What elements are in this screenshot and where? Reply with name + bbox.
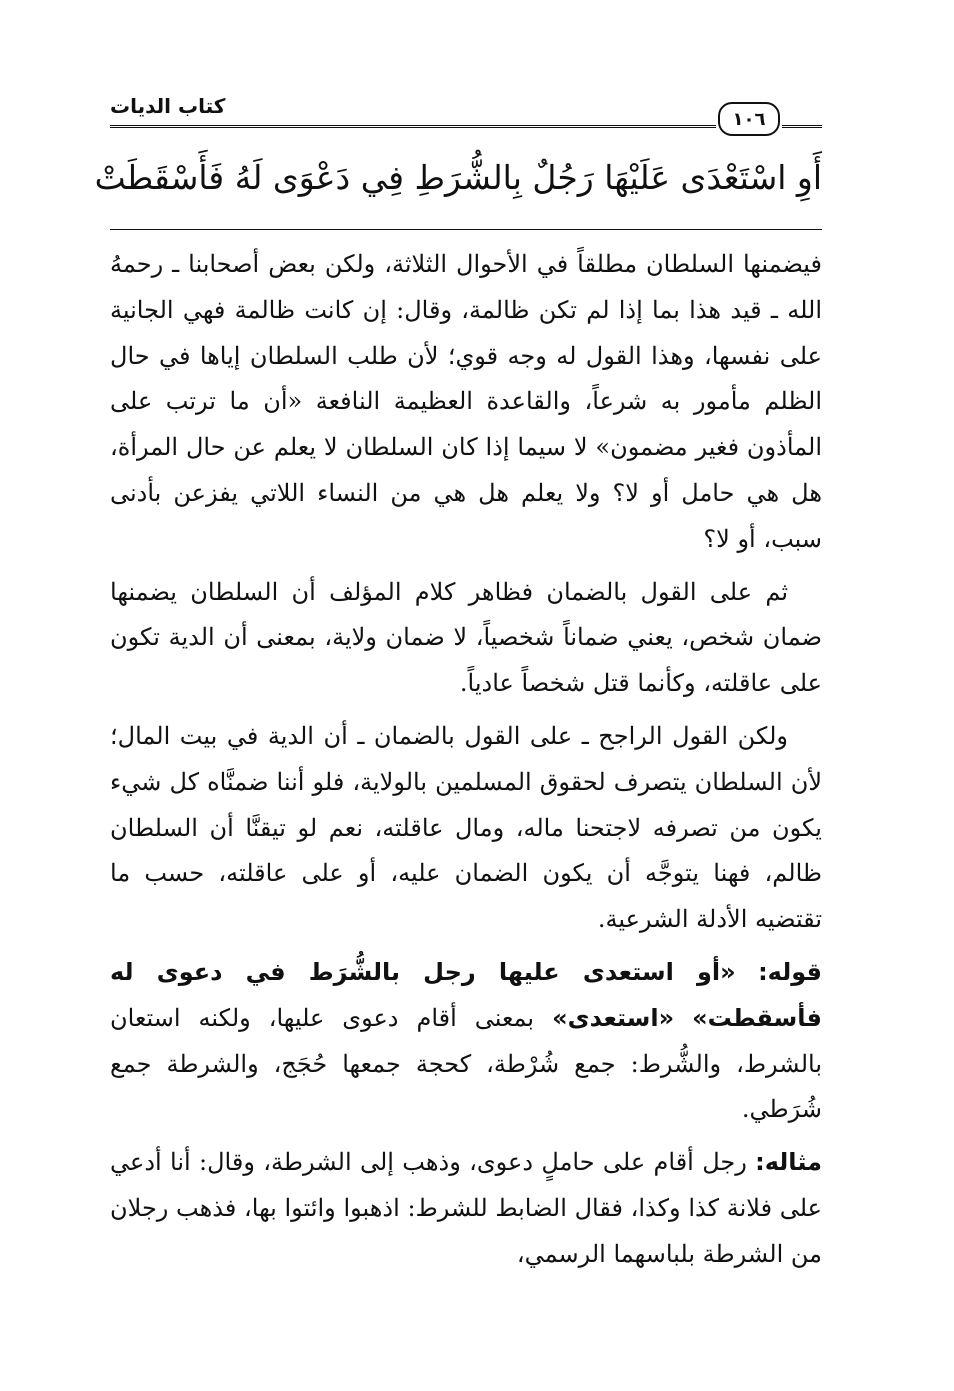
paragraph-label: مثاله: [755, 1148, 822, 1177]
paragraph-text: فيضمنها السلطان مطلقاً في الأحوال الثلاثة، ولكن بعض أصحابنا ـ رحمهُ الله ـ قيد هذا بما إذا لم تكن ظالمة، وقال: إن كانت ظالمة فهي الجانية على نفسها، وهذا القول له وجه قوي؛ لأن طلب السلطان إياها في حال الظلم مأمور به شرعاً، والقاعدة العظيمة النافعة «أن ما ترتب على المأذون فغير مضمون» لا سيما إذا كان السلطان لا يعلم عن حال المرأة، هل هي حامل أو لا؟ ولا يعلم هل هي من النساء اللاتي يفزعن بأدنى سبب، أو لا؟ [110, 250, 822, 553]
paragraph-5 [110, 1140, 822, 1277]
paragraph-label: قوله: [758, 957, 822, 986]
paragraph-3 [110, 714, 822, 943]
paragraph-text: ثم على القول بالضمان فظاهر كلام المؤلف أن السلطان يضمنها ضمان شخص، يعني ضماناً شخصياً، لا ضمان ولاية، بمعنى أن الدية تكون على عاقلته، وكأنما قتل شخصاً عادياً. [110, 577, 822, 698]
paragraph-text: بمعنى أقام دعوى عليها، ولكنه استعان بالشرط، والشُّرط: جمع شُرْطة، كحجة جمعها حُجَج، والشرطة جمع شُرَطي. [110, 1003, 822, 1124]
header-rule-left [110, 125, 716, 128]
running-header [110, 92, 822, 138]
commentary-body [110, 242, 822, 1285]
quoted-term: «استعدى» [552, 1003, 675, 1032]
paragraph-text: ولكن القول الراجح ـ على القول بالضمان ـ أن الدية في بيت المال؛ لأن السلطان يتصرف لحقوق المسلمين بالولاية، فلو أننا ضمنَّاه كل شيء يكون من تصرفه لاجتحنا ماله، ومال عاقلته، نعم لو تيقنَّا أن السلطان ظالم، فهنا يتوجَّه أن يكون الضمان عليه، أو على عاقلته، حسب ما تقتضيه الأدلة الشرعية. [110, 721, 822, 934]
paragraph-text: رجل أقام على حاملٍ دعوى، وذهب إلى الشرطة، وقال: أنا أدعي على فلانة كذا وكذا، فقال الضابط للشرط: اذهبوا وائتوا بها، فذهب رجلان من الشرطة بلباسهما الرسمي، [110, 1148, 822, 1268]
header-rule-right [782, 125, 822, 128]
matn-divider [110, 229, 822, 230]
page-number: ١٠٦ [718, 102, 780, 136]
matn-heading: أَوِ اسْتَعْدَى عَلَيْهَا رَجُلٌ بِالشُّرَطِ فِي دَعْوَى لَهُ فَأَسْقَطَتْ [94, 158, 822, 197]
paragraph-1 [110, 242, 822, 563]
book-title: كتاب الديات [110, 94, 226, 118]
paragraph-2 [110, 570, 822, 707]
paragraph-4 [110, 950, 822, 1133]
quoted-matn: «أو استعدى عليها رجل بالشُّرَط في دعوى له فأسقطت» [110, 957, 822, 1032]
